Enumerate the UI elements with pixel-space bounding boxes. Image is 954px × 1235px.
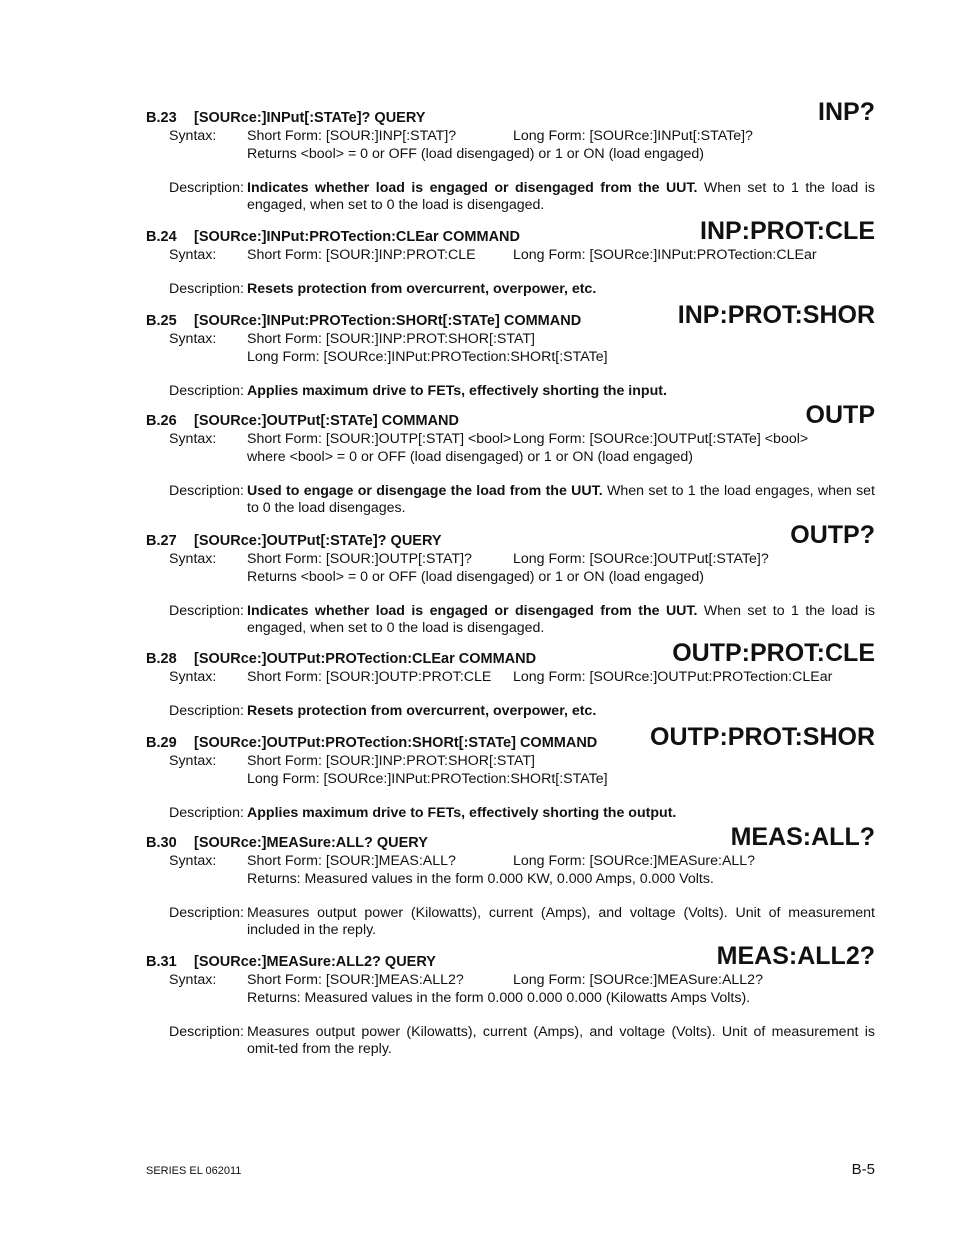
command-section [0,723,954,822]
syntax-extra-line: Long Form: [SOURce:]INPut:PROTection:SHORt[:STATe] [247,770,608,787]
command-mnemonic: INP:PROT:CLE [700,217,875,245]
description-emphasis: Resets protection from overcurrent, overpower, etc. [247,281,597,297]
command-mnemonic: MEAS:ALL? [730,823,875,851]
description-text [247,281,875,299]
description-detail: When set to 1 the load is engaged, when set to 0 the load is disengaged. [247,602,875,636]
syntax-forms-line [247,128,875,146]
syntax-extra-line: Returns <bool> = 0 or OFF (load disengaged) or 1 or ON (load engaged) [247,568,705,585]
long-form: Long Form: [SOURce:]OUTPut:PROTection:CLEar [513,669,833,685]
description-label: Description: [169,602,244,619]
syntax-forms-line [247,551,875,569]
syntax-forms-line [247,853,875,871]
syntax-block [0,247,954,265]
syntax-forms-line [247,247,875,265]
description-emphasis: Applies maximum drive to FETs, effectively shorting the output. [247,804,677,821]
command-mnemonic: OUTP:PROT:CLE [672,639,875,667]
section-heading [0,301,954,331]
description-emphasis: Applies maximum drive to FETs, effectively shorting the input. [247,382,667,399]
command-mnemonic: OUTP:PROT:SHOR [650,723,875,751]
command-section [0,98,954,215]
description-block [0,383,954,401]
short-form: Short Form: [SOUR:]INP:PROT:SHOR[:STAT] [247,331,535,347]
section-heading [0,401,954,431]
description-block [0,703,954,721]
section-number: B.27 [146,533,177,549]
description-detail: Measures output power (Kilowatts), current (Amps), and voltage (Volts). Unit of measurement included in the reply. [247,904,875,938]
syntax-label: Syntax: [169,669,217,685]
short-form: Short Form: [SOUR:]MEAS:ALL2? [247,972,464,988]
command-section [0,823,954,940]
command-mnemonic: MEAS:ALL2? [716,942,875,970]
description-emphasis: Used to engage or disengage the load from the UUT. [247,482,603,499]
section-number: B.28 [146,651,177,667]
description-label: Description: [169,804,244,821]
command-section [0,521,954,638]
section-heading [0,217,954,247]
syntax-label: Syntax: [169,128,217,144]
section-number: B.24 [146,229,177,245]
command-mnemonic: OUTP [805,401,875,429]
description-label: Description: [169,904,244,921]
description-label: Description: [169,382,244,399]
section-number: B.31 [146,954,177,970]
section-title: [SOURce:]OUTPut:PROTection:CLEar COMMAND [194,651,537,667]
syntax-forms-line [247,331,875,349]
section-title: [SOURce:]INPut:PROTection:SHORt[:STATe] COMMAND [194,313,582,329]
description-label: Description: [169,1023,244,1040]
section-heading [0,639,954,669]
long-form: Long Form: [SOURce:]MEASure:ALL? [513,853,756,869]
description-emphasis: Indicates whether load is engaged or disengaged from the UUT. [247,179,698,196]
command-section [0,301,954,400]
syntax-label: Syntax: [169,331,217,347]
short-form: Short Form: [SOUR:]MEAS:ALL? [247,853,456,869]
description-emphasis: Resets protection from overcurrent, overpower, etc. [247,703,597,719]
command-section [0,942,954,1059]
syntax-block [0,551,954,586]
section-number: B.26 [146,413,177,429]
short-form: Short Form: [SOUR:]OUTP[:STAT] <bool> [247,431,512,447]
section-title: [SOURce:]MEASure:ALL? QUERY [194,835,428,851]
section-heading [0,521,954,551]
description-label: Description: [169,703,244,719]
syntax-block [0,331,954,366]
section-heading [0,942,954,972]
section-title: [SOURce:]OUTPut[:STATe]? QUERY [194,533,442,549]
section-title: [SOURce:]INPut[:STATe]? QUERY [194,110,426,126]
footer-series-label: SERIES EL 062011 [146,1165,242,1177]
syntax-label: Syntax: [169,753,217,769]
command-mnemonic: INP:PROT:SHOR [677,301,875,329]
syntax-forms-line [247,431,875,449]
syntax-label: Syntax: [169,853,217,869]
command-section [0,401,954,518]
description-block [0,483,954,518]
description-text [247,180,875,215]
description-label: Description: [169,179,244,196]
description-text [247,703,875,721]
long-form: Long Form: [SOURce:]INPut[:STATe]? [513,128,753,144]
syntax-label: Syntax: [169,431,217,447]
section-number: B.30 [146,835,177,851]
long-form: Long Form: [SOURce:]MEASure:ALL2? [513,972,763,988]
description-label: Description: [169,281,244,297]
syntax-extra-line: Returns <bool> = 0 or OFF (load disengaged) or 1 or ON (load engaged) [247,145,705,162]
syntax-block [0,753,954,788]
syntax-block [0,128,954,163]
description-detail: Measures output power (Kilowatts), current (Amps), and voltage (Volts). Unit of measurement is omit-ted from the reply. [247,1023,875,1057]
syntax-extra-line: where <bool> = 0 or OFF (load disengaged) or 1 or ON (load engaged) [247,448,693,465]
footer-page-number: B-5 [851,1161,875,1178]
section-number: B.23 [146,110,177,126]
syntax-block [0,431,954,466]
section-heading [0,98,954,128]
description-block [0,180,954,215]
syntax-forms-line [247,753,875,771]
short-form: Short Form: [SOUR:]OUTP:PROT:CLE [247,669,492,685]
short-form: Short Form: [SOUR:]INP:PROT:CLE [247,247,476,263]
section-heading [0,823,954,853]
command-section [0,639,954,721]
description-block [0,603,954,638]
short-form: Short Form: [SOUR:]OUTP[:STAT]? [247,551,472,567]
section-title: [SOURce:]MEASure:ALL2? QUERY [194,954,436,970]
long-form: Long Form: [SOURce:]OUTPut[:STATe]? [513,551,769,567]
long-form: Long Form: [SOURce:]OUTPut[:STATe] <bool> [513,431,809,447]
description-block [0,281,954,299]
short-form: Short Form: [SOUR:]INP:PROT:SHOR[:STAT] [247,753,535,769]
description-emphasis: Indicates whether load is engaged or disengaged from the UUT. [247,602,698,619]
description-block [0,1024,954,1059]
syntax-extra-line: Returns: Measured values in the form 0.000 0.000 0.000 (Kilowatts Amps Volts). [247,989,751,1006]
syntax-block [0,972,954,1007]
syntax-block [0,669,954,687]
section-number: B.25 [146,313,177,329]
description-text [247,383,875,401]
description-text [247,483,875,518]
syntax-label: Syntax: [169,972,217,988]
description-text [247,603,875,638]
syntax-block [0,853,954,888]
section-number: B.29 [146,735,177,751]
section-title: [SOURce:]OUTPut:PROTection:SHORt[:STATe] COMMAND [194,735,598,751]
command-section [0,217,954,299]
description-text [247,1024,875,1059]
description-block [0,905,954,940]
syntax-label: Syntax: [169,551,217,567]
command-mnemonic: INP? [818,98,875,126]
syntax-forms-line [247,669,875,687]
syntax-label: Syntax: [169,247,217,263]
syntax-forms-line [247,972,875,990]
long-form: Long Form: [SOURce:]INPut:PROTection:CLEar [513,247,817,263]
description-text [247,905,875,940]
description-label: Description: [169,482,244,499]
syntax-extra-line: Long Form: [SOURce:]INPut:PROTection:SHORt[:STATe] [247,348,608,365]
section-title: [SOURce:]INPut:PROTection:CLEar COMMAND [194,229,520,245]
section-heading [0,723,954,753]
description-block [0,805,954,823]
command-mnemonic: OUTP? [790,521,875,549]
description-detail: When set to 1 the load is engaged, when set to 0 the load is disengaged. [247,179,875,213]
syntax-extra-line: Returns: Measured values in the form 0.000 KW, 0.000 Amps, 0.000 Volts. [247,870,714,887]
description-text [247,805,875,823]
section-title: [SOURce:]OUTPut[:STATe] COMMAND [194,413,460,429]
short-form: Short Form: [SOUR:]INP[:STAT]? [247,128,457,144]
description-detail: When set to 1 the load engages, when set to 0 the load disengages. [247,482,875,516]
